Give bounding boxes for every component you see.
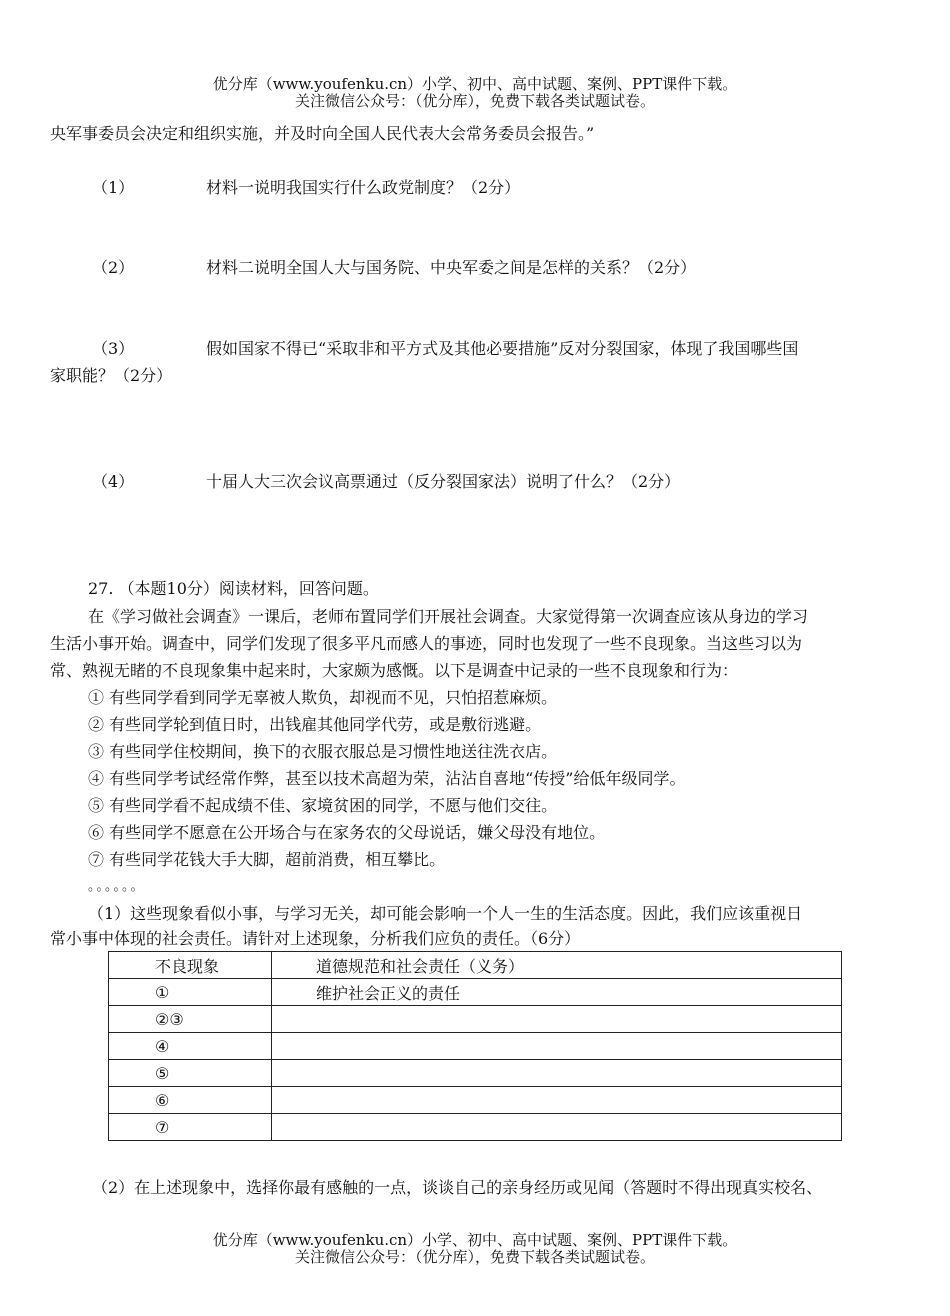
- q26-3-text: 假如国家不得已“采取非和平方式及其他必要措施”反对分裂国家，体现了我国哪些国: [206, 339, 799, 358]
- q27-item-1: ① 有些同学看到同学无辜被人欺负，却视而不见，只怕招惹麻烦。: [88, 688, 558, 707]
- table-cell: ⑤: [109, 1060, 272, 1087]
- q27-para-line: 生活小事开始。调查中，同学们发现了很多平凡而感人的事迹，同时也发现了一些不良现象。当这些习以为: [50, 634, 803, 653]
- table-row: [109, 1033, 842, 1060]
- q27-sub2-line: （2）在上述现象中，选择你最有感触的一点，谈谈自己的亲身经历或见闻（答题时不得出现真实校名、: [92, 1178, 823, 1197]
- q27-item-4: ④ 有些同学考试经常作弊，甚至以技术高超为荣，沾沾自喜地“传授”给低年级同学。: [88, 769, 686, 788]
- q27-title: 27. （本题10分）阅读材料，回答问题。: [88, 579, 379, 598]
- q27-sub1-line: 常小事中体现的社会责任。请针对上述现象，分析我们应负的责任。（6分）: [50, 929, 581, 948]
- table-cell[interactable]: [272, 1060, 842, 1087]
- q26-3-text-cont: 家职能？（2分）: [50, 366, 173, 385]
- table-row: [109, 1006, 842, 1033]
- table-cell: ④: [109, 1033, 272, 1060]
- q27-sub1-line: （1）这些现象看似小事，与学习无关，却可能会影响一个人一生的生活态度。因此，我们应该重视日: [88, 904, 803, 923]
- q27-item-6: ⑥ 有些同学不愿意在公开场合与在家务农的父母说话，嫌父母没有地位。: [88, 823, 606, 842]
- table-cell[interactable]: [272, 1087, 842, 1114]
- table-cell: ⑦: [109, 1114, 272, 1141]
- footer-line-2: 关注微信公众号：（优分库），免费下载各类试题试卷。: [294, 1248, 655, 1266]
- q26-1-text: 材料一说明我国实行什么政党制度？（2分）: [206, 178, 521, 197]
- table-row: [109, 979, 842, 1006]
- table-header-row: [109, 952, 842, 979]
- q27-para-line: 在《学习做社会调查》一课后，老师布置同学们开展社会调查。大家觉得第一次调查应该从身边的学习: [88, 607, 809, 626]
- q26-2-text: 材料二说明全国人大与国务院、中央军委之间是怎样的关系？（2分）: [206, 258, 697, 277]
- table-header-cell: 道德规范和社会责任（义务）: [272, 952, 842, 979]
- q26-3-number: （3）: [92, 339, 135, 358]
- table-cell: ①: [109, 979, 272, 1006]
- q27-item-5: ⑤ 有些同学看不起成绩不佳、家境贫困的同学，不愿与他们交往。: [88, 796, 558, 815]
- table-cell[interactable]: [272, 1114, 842, 1141]
- table-cell[interactable]: 维护社会正义的责任: [272, 979, 842, 1006]
- q27-para-line: 常、熟视无睹的不良现象集中起来时，大家颇为感慨。以下是调查中记录的一些不良现象和行为：: [50, 661, 739, 680]
- table-cell[interactable]: [272, 1033, 842, 1060]
- q26-4-number: （4）: [92, 472, 135, 491]
- intro-line: 央军事委员会决定和组织实施，并及时向全国人民代表大会常务委员会报告。”: [50, 124, 595, 143]
- table-header-cell: 不良现象: [109, 952, 272, 979]
- table-cell[interactable]: [272, 1006, 842, 1033]
- table-row: [109, 1087, 842, 1114]
- q26-2-number: （2）: [92, 258, 135, 277]
- q27-item-7: ⑦ 有些同学花钱大手大脚，超前消费，相互攀比。: [88, 850, 446, 869]
- table-row: [109, 1114, 842, 1141]
- table-cell: ⑥: [109, 1087, 272, 1114]
- answer-table: [108, 951, 842, 1141]
- header-line-2: 关注微信公众号：（优分库），免费下载各类试题试卷。: [294, 92, 655, 110]
- q26-1-number: （1）: [92, 178, 135, 197]
- footer-line-1: 优分库（www.youfenku.cn）小学、初中、高中试题、案例、PPT课件下载。: [212, 1231, 738, 1249]
- table-row: [109, 1060, 842, 1087]
- q26-4-text: 十届人大三次会议高票通过（反分裂国家法）说明了什么？（2分）: [206, 472, 681, 491]
- q27-item-3: ③ 有些同学住校期间，换下的衣服衣服总是习惯性地送往洗衣店。: [88, 742, 558, 761]
- header-line-1: 优分库（www.youfenku.cn）小学、初中、高中试题、案例、PPT课件下载。: [212, 75, 738, 93]
- q27-item-2: ② 有些同学轮到值日时，出钱雇其他同学代劳，或是敷衍逃避。: [88, 715, 542, 734]
- table-cell: ②③: [109, 1006, 272, 1033]
- ellipsis-dots: 。。。。。。: [88, 879, 146, 894]
